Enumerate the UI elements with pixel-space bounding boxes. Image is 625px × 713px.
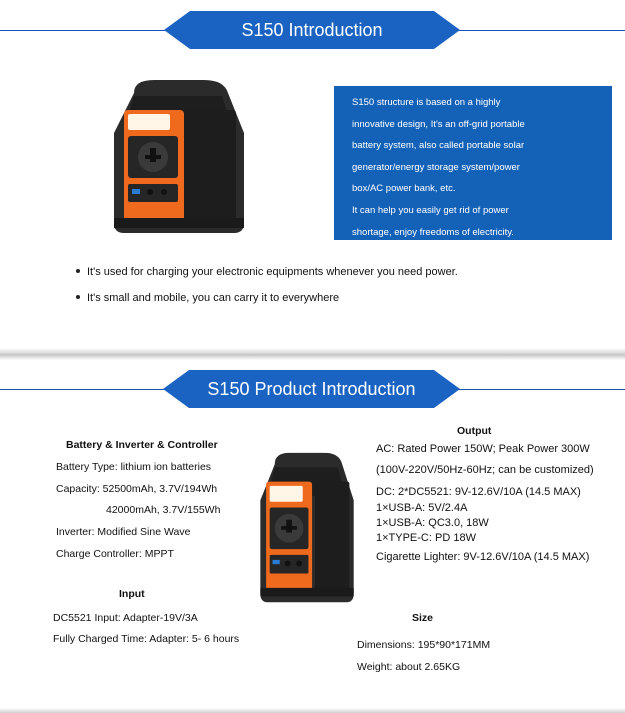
bullet-dot-icon [76,295,80,299]
charge-time: Fully Charged Time: Adapter: 5- 6 hours [53,633,240,645]
bullet-item: It's small and mobile, you can carry it to everywhere [76,292,339,304]
size-heading: Size [412,612,434,624]
description-line: battery system, also called portable solar [352,140,525,152]
bottom-shadow [0,708,625,713]
product-image [94,78,250,238]
description-line: S150 structure is based on a highly [352,97,501,108]
output-heading: Output [457,425,492,437]
input-heading: Input [119,588,145,600]
section-banner-product [163,370,460,408]
description-box [334,86,612,240]
section-title: S150 Product Introduction [207,378,416,399]
dimensions: Dimensions: 195*90*171MM [357,639,491,651]
description-line: shortage, enjoy freedoms of electricity. [352,226,514,238]
section-separator [0,348,625,360]
usb-a-1: 1×USB-A: 5V/2.4A [376,502,468,514]
cigarette-lighter: Cigarette Lighter: 9V-12.6V/10A (14.5 MAX) [376,551,590,563]
type-c: 1×TYPE-C: PD 18W [376,532,476,544]
bullet-dot-icon [76,269,80,273]
description-line: It can help you easily get rid of power [352,204,509,216]
weight: Weight: about 2.65KG [357,661,461,673]
battery-type: Battery Type: lithium ion batteries [56,461,212,473]
ac-output: AC: Rated Power 150W; Peak Power 300W [376,443,590,455]
ac-range: (100V-220V/50Hz-60Hz; can be customized) [376,464,594,476]
charge-controller: Charge Controller: MPPT [56,548,174,560]
description-line: box/AC power bank, etc. [352,183,456,195]
dc-input: DC5521 Input: Adapter-19V/3A [53,612,198,624]
description-line: generator/energy storage system/power [352,161,520,173]
description-line: innovative design, It's an off-grid portable [352,118,525,130]
section-title: S150 Introduction [241,19,383,40]
battery-heading: Battery & Inverter & Controller [66,439,218,451]
capacity-1: Capacity: 52500mAh, 3.7V/194Wh [56,483,218,495]
capacity-2: 42000mAh, 3.7V/155Wh [106,504,221,516]
inverter: Inverter: Modified Sine Wave [56,526,191,538]
usb-a-2: 1×USB-A: QC3.0, 18W [376,517,489,529]
dc-output: DC: 2*DC5521: 9V-12.6V/10A (14.5 MAX) [376,486,581,498]
section-banner-intro [164,11,460,49]
bullet-item: It's used for charging your electronic equipments whenever you need power. [76,266,458,278]
product-image [246,450,358,608]
